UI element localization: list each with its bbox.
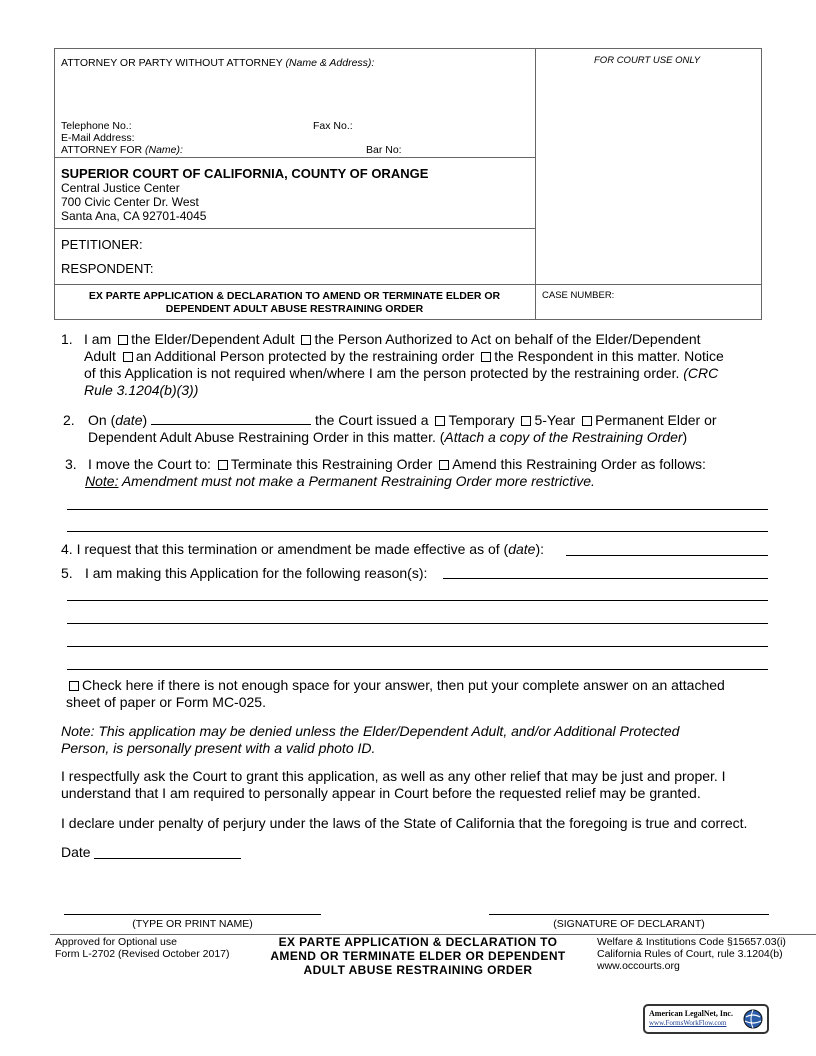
court-use-label: FOR COURT USE ONLY	[594, 55, 701, 66]
item-4: 4. I request that this termination or amendment be made effective as of (date):	[61, 541, 545, 557]
checkbox-temporary[interactable]	[435, 416, 445, 426]
attorney-for-label: ATTORNEY FOR (Name):	[61, 144, 183, 156]
checkbox-terminate[interactable]	[218, 460, 228, 470]
form-title-header: EX PARTE APPLICATION & DECLARATION TO AMEND OR TERMINATE ELDER OR DEPENDENT ADULT ABUSE RESTRAINING ORDER	[88, 290, 501, 315]
amend-line[interactable]	[67, 531, 768, 532]
signature-label: (SIGNATURE OF DECLARANT)	[553, 918, 705, 930]
declaration: I declare under penalty of perjury under the laws of the State of California that the foregoing is true and correct.	[61, 815, 748, 831]
reason-line[interactable]	[443, 578, 768, 579]
caption-rule	[54, 157, 535, 158]
item-1: I am the Elder/Dependent Adult the Person Authorized to Act on behalf of the Elder/Dependent Adult an Additional Person protected by the restraining order the Respondent in this matter. Notice of this Application is not required when/where I am the person protected by the restraining order. (CRC Rule 3.1204(b)(3))	[84, 331, 724, 398]
court-name: SUPERIOR COURT OF CALIFORNIA, COUNTY OF ORANGE	[61, 166, 429, 181]
item-5: I am making this Application for the following reason(s):	[85, 565, 428, 581]
checkbox-respondent[interactable]	[481, 352, 491, 362]
footer-left: Approved for Optional use Form L-2702 (Revised October 2017)	[55, 936, 230, 960]
reason-line[interactable]	[67, 646, 768, 647]
print-name-label: (TYPE OR PRINT NAME)	[132, 918, 253, 930]
email-label: E-Mail Address:	[61, 132, 135, 144]
respondent-label: RESPONDENT:	[61, 261, 154, 276]
attachment-check: Check here if there is not enough space for your answer, then put your complete answer on an attached sheet of paper or Form MC-025.	[66, 677, 725, 710]
checkbox-5-year[interactable]	[521, 416, 531, 426]
caption-rule	[54, 228, 535, 229]
effective-date-field[interactable]	[566, 555, 768, 556]
telephone-label: Telephone No.:	[61, 120, 132, 132]
signature-line[interactable]	[489, 914, 769, 915]
legalnet-logo: American LegalNet, Inc. www.FormsWorkFlow.com	[643, 1004, 769, 1034]
court-address-line: Santa Ana, CA 92701-4045	[61, 209, 207, 223]
amend-line[interactable]	[67, 509, 768, 510]
item-3: I move the Court to: Terminate this Restraining Order Amend this Restraining Order as follows:	[88, 456, 706, 472]
attorney-label: ATTORNEY OR PARTY WITHOUT ATTORNEY (Name & Address):	[61, 57, 375, 69]
item-5-num: 5.	[61, 565, 73, 581]
checkbox-amend[interactable]	[439, 460, 449, 470]
bar-label: Bar No:	[366, 144, 402, 156]
checkbox-additional-person[interactable]	[123, 352, 133, 362]
item-3-num: 3.	[65, 456, 77, 472]
checkbox-permanent[interactable]	[582, 416, 592, 426]
petitioner-label: PETITIONER:	[61, 237, 143, 252]
footer-title: EX PARTE APPLICATION & DECLARATION TO AMEND OR TERMINATE ELDER OR DEPENDENT ADULT ABUSE RESTRAINING ORDER	[270, 935, 566, 977]
caption-divider	[535, 48, 536, 320]
case-number-label: CASE NUMBER:	[542, 290, 615, 301]
order-date-field[interactable]	[151, 412, 311, 425]
caption-rule	[54, 284, 762, 285]
fax-label: Fax No.:	[313, 120, 353, 132]
print-name-line[interactable]	[64, 914, 321, 915]
checkbox-elder-adult[interactable]	[118, 335, 128, 345]
item-2-num: 2.	[63, 412, 75, 428]
footer-right: Welfare & Institutions Code §15657.03(i) California Rules of Court, rule 3.1204(b) www.occourts.org	[597, 936, 786, 972]
globe-icon	[742, 1008, 764, 1030]
court-address-line: Central Justice Center	[61, 181, 180, 195]
checkbox-authorized-person[interactable]	[301, 335, 311, 345]
request-paragraph: I respectfully ask the Court to grant this application, as well as any other relief that may be just and proper. I understand that I am required to personally appear in Court before the requested relief may be granted.	[61, 768, 726, 801]
item-3-note: Note: Amendment must not make a Permanent Restraining Order more restrictive.	[85, 473, 595, 489]
item-1-num: 1.	[61, 331, 73, 347]
checkbox-attached-sheet[interactable]	[69, 681, 79, 691]
reason-line[interactable]	[67, 669, 768, 670]
date-label: Date	[61, 844, 91, 860]
reason-line[interactable]	[67, 600, 768, 601]
court-address-line: 700 Civic Center Dr. West	[61, 195, 199, 209]
item-2: On (date) the Court issued a Temporary 5-Year Permanent Elder or Dependent Adult Abuse Restraining Order in this matter. (Attach a copy of the Restraining Order)	[88, 412, 717, 445]
date-field[interactable]	[94, 858, 241, 859]
reason-line[interactable]	[67, 623, 768, 624]
photo-id-note: Note: This application may be denied unless the Elder/Dependent Adult, and/or Additional Protected Person, is personally present with a valid photo ID.	[61, 723, 680, 756]
